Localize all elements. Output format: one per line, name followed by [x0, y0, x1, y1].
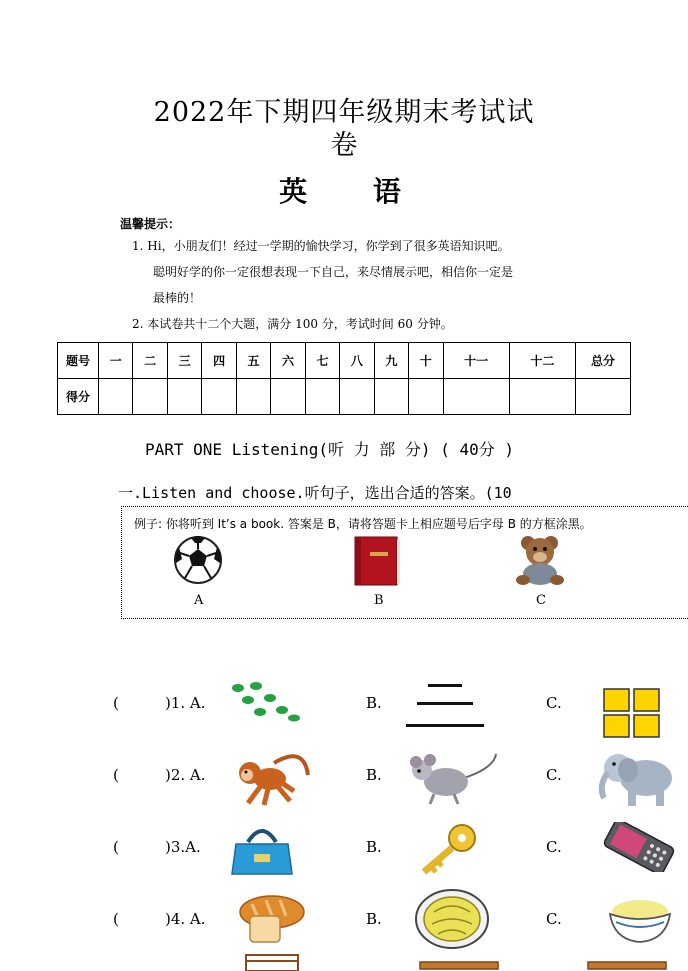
example-label-b: B — [374, 593, 384, 608]
option-c-label: C. — [546, 838, 562, 856]
table-header-cell: 八 — [340, 343, 374, 379]
answer-bracket: ( — [113, 694, 119, 712]
table-row-label: 题号 — [58, 343, 99, 379]
tip-item-2: 2. 本试卷共十二个大题，满分 100 分，考试时间 60 分钟。 — [132, 317, 453, 331]
answer-bracket: ( — [113, 838, 119, 856]
example-label-a: A — [194, 593, 204, 608]
elephant-icon — [590, 746, 684, 810]
table-icon — [418, 960, 500, 971]
table-header-cell: 二 — [133, 343, 167, 379]
book-icon — [352, 534, 402, 586]
score-cell — [509, 379, 575, 415]
three-lines-icon — [404, 682, 486, 730]
bread-icon — [228, 890, 308, 946]
table-header-cell: 十一 — [443, 343, 509, 379]
score-cell — [443, 379, 509, 415]
score-table — [57, 342, 631, 415]
score-table-header-row — [58, 343, 631, 379]
tip-item-1-line3: 最棒的！ — [153, 291, 202, 305]
example-instruction: 例子: 你将听到 It’s a book. 答案是 B，请将答题卡上相应题号后字母 B 的方框涂黑。 — [134, 517, 592, 531]
option-c-label: C. — [546, 910, 562, 928]
score-cell — [133, 379, 167, 415]
option-c-label: C. — [546, 694, 562, 712]
desk-icon — [586, 960, 668, 971]
score-cell — [167, 379, 201, 415]
table-header-cell: 总分 — [576, 343, 631, 379]
score-cell — [576, 379, 631, 415]
table-header-cell: 一 — [99, 343, 133, 379]
bag-icon — [230, 820, 294, 878]
section-1-heading: 一.Listen and choose.听句子，选出合适的答案。(10 — [118, 484, 512, 502]
mobile-phone-icon — [600, 822, 678, 872]
score-cell — [409, 379, 443, 415]
dumplings-icon — [412, 886, 492, 952]
option-b-label: B. — [366, 694, 382, 712]
part-one-title: PART ONE Listening(听 力 部 分) — [145, 440, 431, 459]
four-squares-icon — [602, 687, 662, 739]
option-b-label: B. — [366, 766, 382, 784]
soccer-ball-icon — [173, 535, 223, 585]
mouse-icon — [404, 748, 500, 808]
score-cell — [99, 379, 133, 415]
table-header-cell: 三 — [167, 343, 201, 379]
option-b-label: B. — [366, 910, 382, 928]
score-cell — [236, 379, 270, 415]
question-2-label: )2. A. — [165, 766, 206, 784]
tip-item-1: 1. Hi，小朋友们！经过一学期的愉快学习，你学到了很多英语知识吧。 — [132, 239, 510, 253]
part-one-points: ( 40分 ) — [440, 440, 515, 459]
score-cell — [305, 379, 339, 415]
answer-bracket: ( — [113, 766, 119, 784]
table-header-cell: 十二 — [509, 343, 575, 379]
chair-icon — [242, 953, 302, 971]
seven-dots-icon — [230, 680, 302, 722]
monkey-icon — [234, 745, 312, 809]
rice-bowl-icon — [606, 892, 674, 944]
part-one-heading — [145, 437, 514, 460]
table-header-cell: 七 — [305, 343, 339, 379]
teddy-bear-icon — [511, 534, 569, 586]
table-header-cell: 十 — [409, 343, 443, 379]
table-header-cell: 九 — [374, 343, 408, 379]
score-cell — [271, 379, 305, 415]
tips-heading: 温馨提示： — [120, 217, 181, 231]
key-icon — [416, 822, 480, 878]
score-table-score-row — [58, 379, 631, 415]
page-title-continued: 卷 — [330, 130, 358, 161]
table-header-cell: 四 — [202, 343, 236, 379]
table-row-label: 得分 — [58, 379, 99, 415]
table-header-cell: 六 — [271, 343, 305, 379]
page-title: 2022年下期四年级期末考试试 — [153, 97, 535, 128]
score-cell — [340, 379, 374, 415]
score-cell — [202, 379, 236, 415]
question-1-label: )1. A. — [165, 694, 206, 712]
option-b-label: B. — [366, 838, 382, 856]
table-header-cell: 五 — [236, 343, 270, 379]
question-3-label: )3.A. — [165, 838, 201, 856]
option-c-label: C. — [546, 766, 562, 784]
subject-heading: 英 语 — [279, 175, 429, 208]
score-cell — [374, 379, 408, 415]
question-4-label: )4. A. — [165, 910, 206, 928]
answer-bracket: ( — [113, 910, 119, 928]
tip-item-1-line2: 聪明好学的你一定很想表现一下自己，来尽情展示吧，相信你一定是 — [153, 265, 514, 279]
example-label-c: C — [536, 593, 546, 608]
